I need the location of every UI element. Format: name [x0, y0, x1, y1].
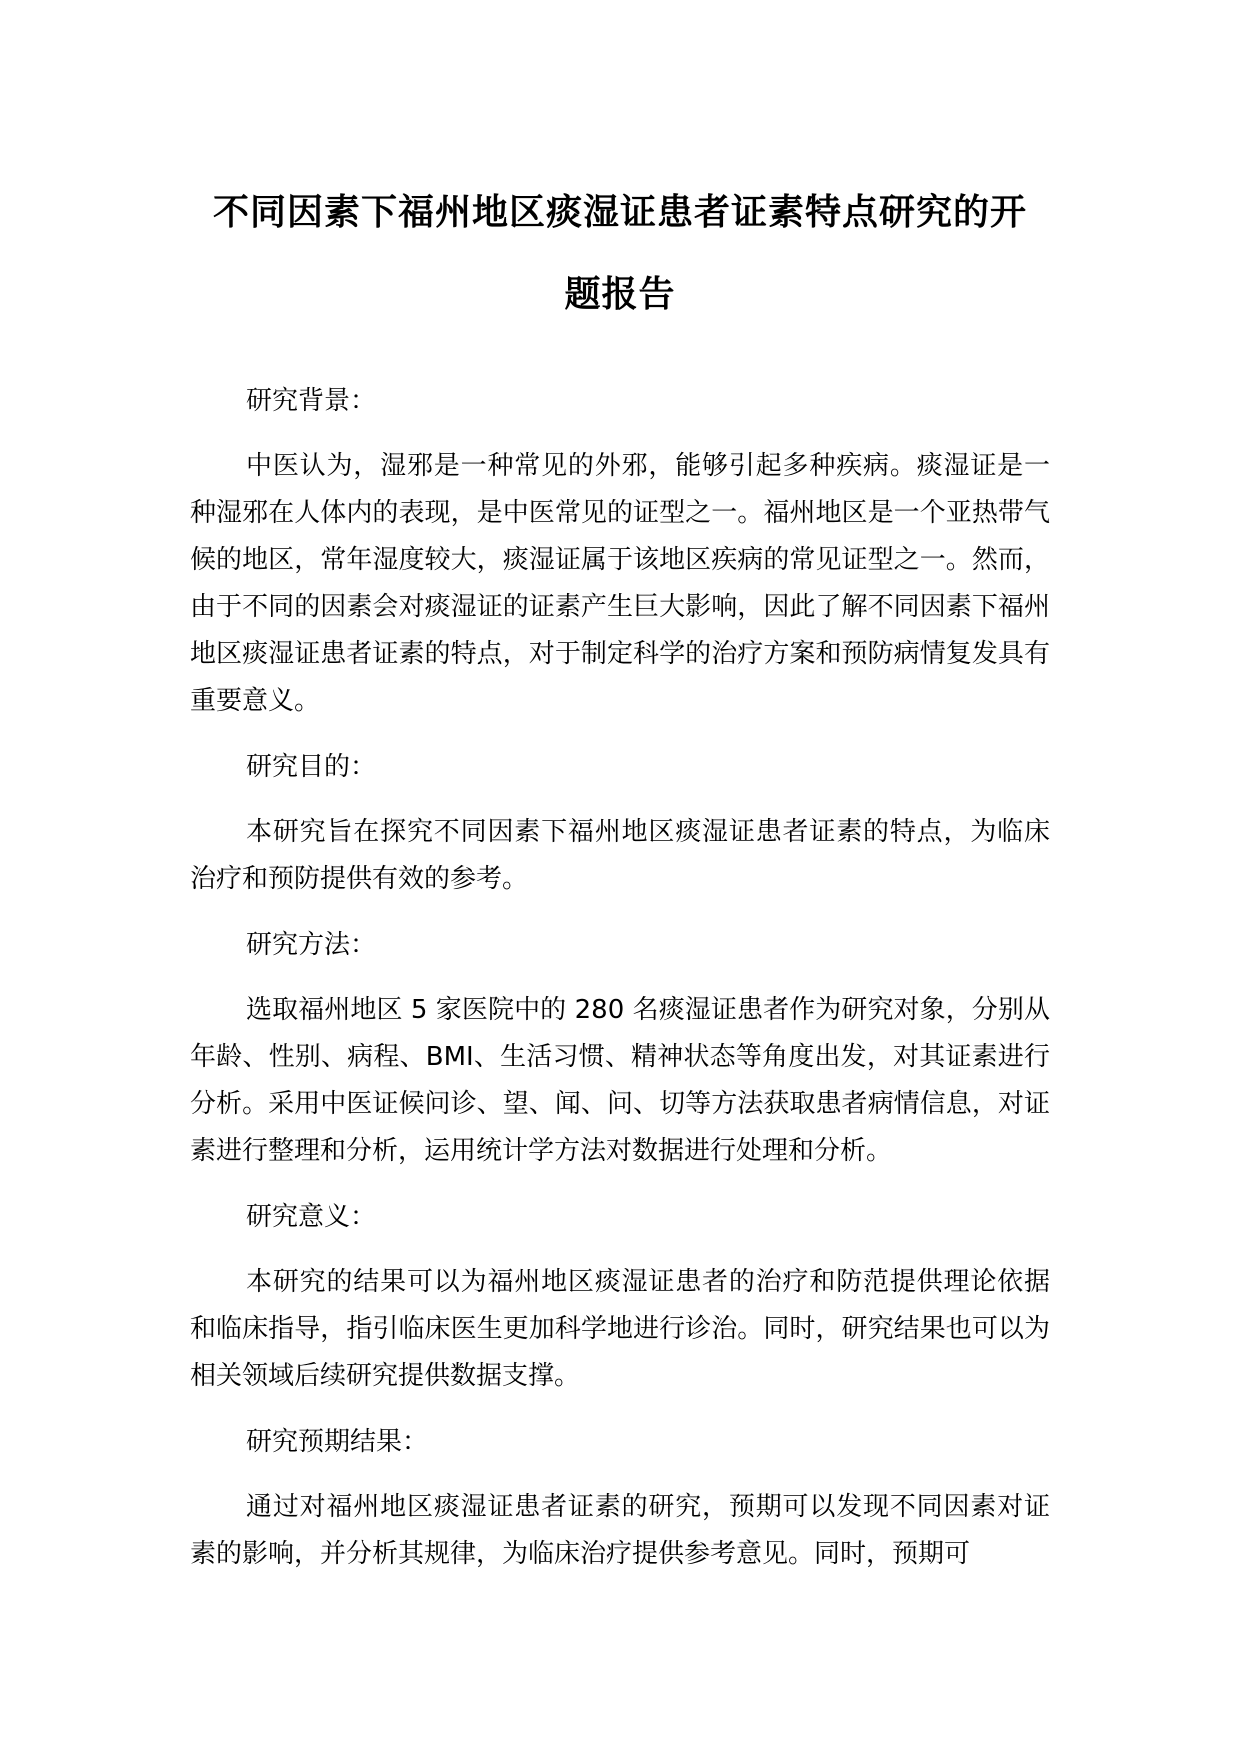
section-heading-purpose: 研究目的： — [246, 752, 377, 782]
section-heading-methods: 研究方法： — [246, 930, 377, 960]
section-text-significance: 本研究的结果可以为福州地区痰湿证患者的治疗和防范提供理论依据和临床指导，指引临床医生更加科学地进行诊治。同时，研究结果也可以为相关领域后续研究提供数据支撑。 — [190, 1267, 1050, 1391]
title-line-1: 不同因素下福州地区痰湿证患者证素特点研究的开 — [212, 192, 1027, 233]
document-body — [190, 378, 1050, 1597]
title-line-2: 题报告 — [564, 274, 676, 315]
section-text-purpose: 本研究旨在探究不同因素下福州地区痰湿证患者证素的特点，为临床治疗和预防提供有效的参考。 — [190, 817, 1050, 894]
section-text-expected-results: 通过对福州地区痰湿证患者证素的研究，预期可以发现不同因素对证素的影响，并分析其规律，为临床治疗提供参考意见。同时，预期可 — [190, 1492, 1050, 1569]
section-text-methods: 选取福州地区 5 家医院中的 280 名痰湿证患者作为研究对象，分别从年龄、性别、病程、BMI、生活习惯、精神状态等角度出发，对其证素进行分析。采用中医证候问诊、望、闻、问、切等方法获取患者病情信息，对证素进行整理和分析，运用统计学方法对数据进行处理和分析。 — [190, 995, 1050, 1166]
section-heading-background: 研究背景： — [246, 386, 377, 416]
section-heading-expected-results: 研究预期结果： — [246, 1427, 429, 1457]
section-heading-significance: 研究意义： — [246, 1202, 377, 1232]
section-text-background: 中医认为，湿邪是一种常见的外邪，能够引起多种疾病。痰湿证是一种湿邪在人体内的表现，是中医常见的证型之一。福州地区是一个亚热带气候的地区，常年湿度较大，痰湿证属于该地区疾病的常见证型之一。然而，由于不同的因素会对痰湿证的证素产生巨大影响，因此了解不同因素下福州地区痰湿证患者证素的特点，对于制定科学的治疗方案和预防病情复发具有重要意义。 — [190, 451, 1050, 716]
document-title — [205, 172, 1035, 336]
